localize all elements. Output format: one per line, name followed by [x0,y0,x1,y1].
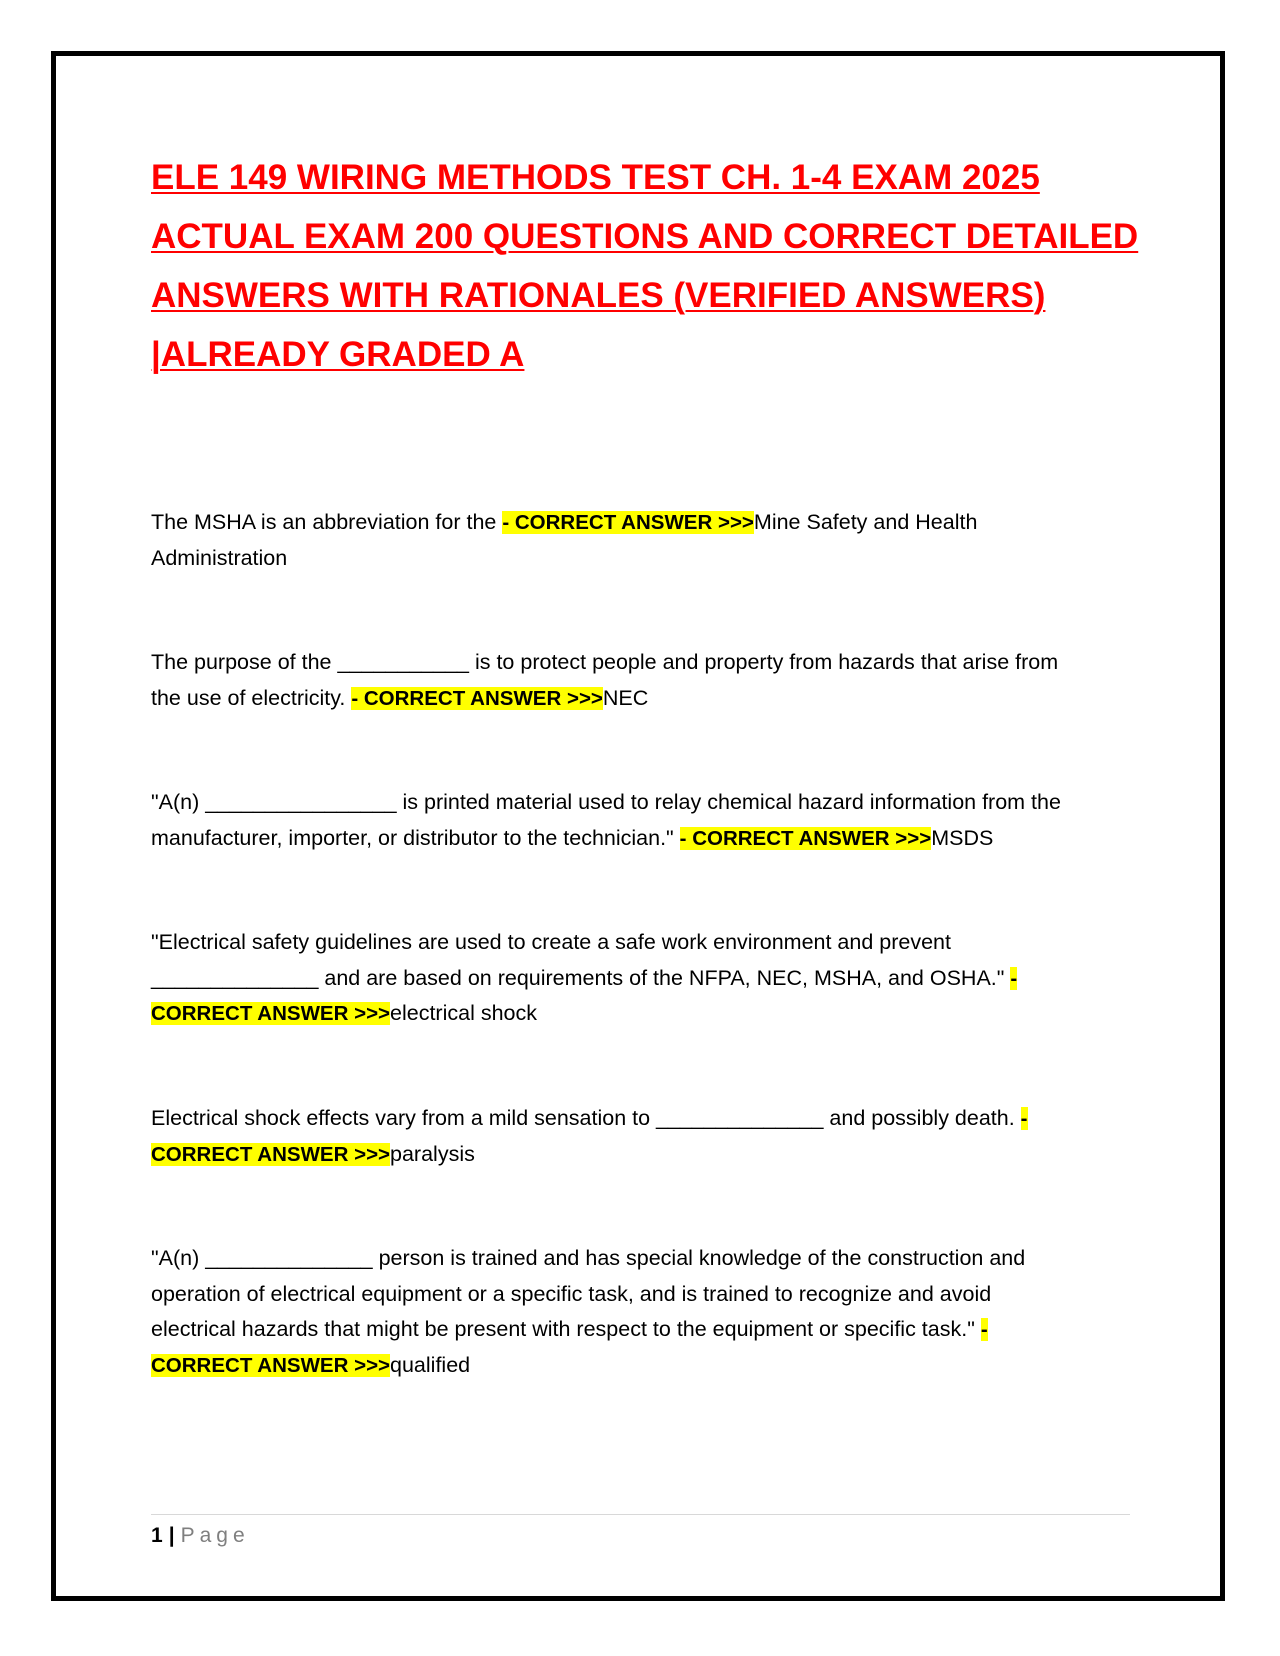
correct-answer-marker: - CORRECT ANSWER >>> [502,511,754,534]
correct-answer-marker: - [1020,1107,1028,1130]
question-item [151,505,1141,576]
question-text: "A(n) ________________ is printed material used to relay chemical hazard information from the [151,790,1061,814]
question-text: Electrical shock effects vary from a mild sensation to ______________ and possibly death. [151,1106,1021,1130]
question-text: manufacturer, importer, or distributor to the technician." [151,825,680,850]
title-line: |ALREADY GRADED A [151,335,525,374]
question-item [151,1241,1141,1383]
question-item [151,925,1141,1032]
correct-answer-marker: - [980,1318,988,1341]
correct-answer-marker: CORRECT ANSWER >>> [151,1142,391,1166]
page-footer [151,1521,250,1551]
question-text: ______________ and are based on requirements of the NFPA, NEC, MSHA, and OSHA." [151,965,1011,990]
answer-text: electrical shock [390,1001,537,1025]
answer-text: NEC [602,685,649,710]
answer-text: Administration [151,545,288,570]
answer-text: paralysis [390,1141,475,1166]
footer-separator: | [168,1524,175,1547]
question-text: "A(n) ______________ person is trained and has special knowledge of the construction and [151,1246,1026,1270]
question-item [151,785,1141,856]
title-line: ELE 149 WIRING METHODS TEST CH. 1-4 EXAM 2025 [151,158,1040,197]
question-text: electrical hazards that might be present with respect to the equipment or specific task." [151,1317,981,1341]
question-item [151,1101,1141,1172]
page-number: 1 [151,1524,163,1547]
title-line: ANSWERS WITH RATIONALES (VERIFIED ANSWERS) [151,276,1046,315]
correct-answer-marker: CORRECT ANSWER >>> [151,1002,391,1025]
question-text: the use of electricity. [151,685,352,710]
answer-text: MSDS [931,825,994,850]
document-title [151,148,1141,384]
footer-divider [151,1514,1130,1515]
page-label: Page [180,1524,250,1547]
answer-text: Mine Safety and Health [753,510,978,534]
question-item [151,645,1141,716]
title-line: ACTUAL EXAM 200 QUESTIONS AND CORRECT DETAILED [151,217,1139,256]
correct-answer-marker: - CORRECT ANSWER >>> [679,826,932,850]
correct-answer-marker: CORRECT ANSWER >>> [151,1353,391,1377]
question-text: The MSHA is an abbreviation for the [151,510,503,534]
correct-answer-marker: - [1010,966,1018,990]
answer-text: qualified [390,1352,471,1377]
question-text: "Electrical safety guidelines are used to create a safe work environment and prevent [151,930,951,954]
question-text: operation of electrical equipment or a specific task, and is trained to recognize and avoid [151,1281,992,1306]
question-text: The purpose of the ___________ is to protect people and property from hazards that arise from [151,650,1059,674]
correct-answer-marker: - CORRECT ANSWER >>> [351,686,603,710]
